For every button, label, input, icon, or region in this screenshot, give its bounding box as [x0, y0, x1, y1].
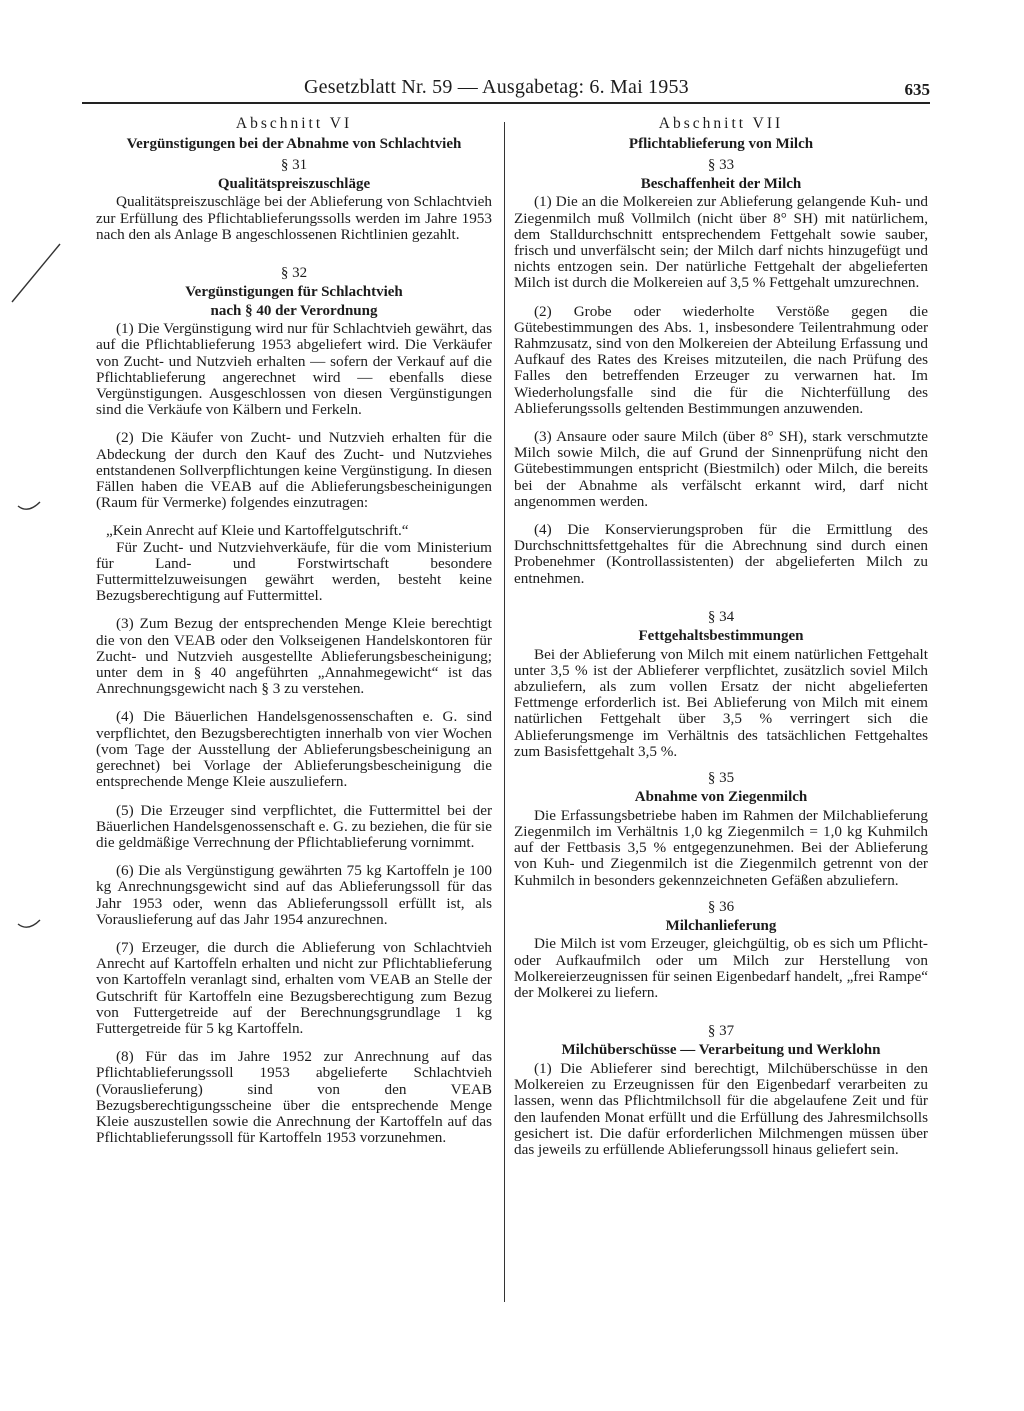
paragraph-title: Milchanlieferung [665, 917, 777, 934]
paragraph-title: Fettgehaltsbestimmungen [638, 628, 804, 645]
paragraph-text: (4) Die Konservierungsproben für die Ermittlung des Durchschnittsfettgehaltes für die Abrechnung sind durch einen Probenehmer (Kontrollassistenten) der abgelieferten Milch zu entnehmen. [514, 521, 928, 587]
paragraph-title: Milchüberschüsse — Verarbeitung und Werklohn [561, 1042, 881, 1059]
paragraph-title: Abnahme von Ziegenmilch [634, 789, 808, 806]
paragraph-number: § 37 [707, 1023, 735, 1040]
paragraph-number: § 36 [707, 898, 735, 915]
pencil-tick-mark [16, 498, 46, 518]
gazette-title: Gesetzblatt Nr. 59 — Ausgabetag: 6. Mai 1953 [304, 76, 689, 98]
page-header [82, 76, 930, 102]
paragraph-text: (8) Für das im Jahre 1952 zur Anrechnung auf das Pflichtablieferungssoll 1953 abgelieferte Schlachtvieh (Vorauslieferung) sind von den VEAB Bezugsberechtigungsscheine über die entsprechende Menge Kleie auszustellen sowie die Anrechnung der Kartoffeln auf das Pflichtablieferungssoll für Kartoffeln 1953 vorzunehmen. [96, 1048, 492, 1147]
paragraph-number: § 33 [707, 156, 735, 173]
paragraph-number: § 34 [707, 608, 735, 625]
column-divider [504, 122, 505, 1302]
paragraph-number: § 32 [280, 265, 308, 282]
section-title: Vergünstigungen bei der Abnahme von Schlachtvieh [126, 136, 462, 153]
header-rule [82, 102, 930, 104]
paragraph-title: Qualitätspreiszuschläge [217, 175, 371, 192]
paragraph-text: Qualitätspreiszuschläge bei der Ablieferung von Schlachtvieh zur Erfüllung des Pflichtablieferungssolls werden im Jahre 1953 nach den als Anlage B angeschlossenen Richtlinien gezahlt. [96, 193, 492, 243]
paragraph-text: (6) Die als Vergünstigung gewährten 75 kg Kartoffeln je 100 kg Anrechnungsgewicht sind auf das Ablieferungssoll für das Jahr 1953 oder, wenn das Ablieferungssoll erfüllt ist, als Vorauslieferung auf das Jahr 1954 anzurechnen. [96, 862, 492, 928]
paragraph-text: (1) Die Ablieferer sind berechtigt, Milchüberschüsse in den Molkereien zu Erzeugnissen für den Eigenbedarf verarbeiten zu lassen, wenn das Pflichtmilchsoll für die abgelaufene Zeit und für den laufenden Monat erfüllt und die Erfüllung des Jahresmilchsolls gesichert ist. Die dafür erforderlichen Milchmengen müssen über das jeweils zu erfüllende Ablieferungssoll hinaus geliefert sein. [514, 1059, 928, 1158]
pencil-stroke-mark [8, 238, 68, 308]
paragraph-text: (3) Ansaure oder saure Milch (über 8° SH), stark verschmutzte Milch sowie Milch, die auf Grund der Sinnenprüfung nicht den Gütebestimmungen entspricht (Biestmilch) oder Milch, die bereits bei der Abnahme als verfälscht erkannt wird, darf nicht angenommen werden. [514, 428, 928, 510]
paragraph-number: § 35 [707, 770, 735, 786]
paragraph-text: (3) Zum Bezug der entsprechenden Menge Kleie berechtigt die von den VEAB oder den Volkseigenen Handelskontoren für Zucht- und Nutzvieh ausgestellte Ablieferungsbescheinigung; unter dem in § 40 angeführten „Annahmegewicht“ ist das Anrechnungsgewicht nach § 3 zu verstehen. [96, 615, 492, 698]
paragraph-text: Die Milch ist vom Erzeuger, gleichgültig, ob es sich um Pflicht- oder Aufkaufmilch oder um Milch zur Herstellung von Molkereierzeugnissen für seinen Eigenbedarf handelt, „frei Rampe“ der Molkerei zu liefern. [514, 935, 928, 1002]
paragraph-text: (2) Die Käufer von Zucht- und Nutzvieh erhalten für die Abdeckung der durch den Kauf des Zucht- und Nutzviehes entstandenen Sollverpflichtungen keine Vergünstigung. In diesen Fällen haben die VEAB auf die Ablieferungsbescheinigungen (Raum für Vermerke) folgendes einzutragen: [96, 429, 492, 512]
paragraph-text: (4) Die Bäuerlichen Handelsgenossenschaften e. G. sind verpflichtet, den Bezugsberechtigten innerhalb von vier Wochen (vom Tage der Ausstellung der Ablieferungsbescheinigung an gerechnet) bei Vorlage der Ablieferungsbescheinigung die entsprechende Menge Kleie auszuliefern. [96, 708, 492, 791]
page-number: 635 [904, 80, 930, 99]
paragraph-text: (7) Erzeuger, die durch die Ablieferung von Schlachtvieh Anrecht auf Kartoffeln erhalten und nicht zur Pflichtablieferung von Kartoffeln veranlagt sind, erhalten vom VEAB an Stelle der Gutschrift für Kartoffeln eine Bezugsberechtigung zum Bezug von Futtergetreide auf der Berechnungsgrundlage 1 kg Futtergetreide für 5 kg Kartoffeln. [96, 938, 492, 1037]
left-column [96, 116, 492, 1146]
paragraph-title: Beschaffenheit der Milch [640, 175, 802, 192]
section-heading: Abschnitt VII [658, 115, 784, 132]
quoted-text: „Kein Anrecht auf Kleie und Kartoffelgutschrift.“ [106, 522, 409, 540]
paragraph-text: (1) Die an die Molkereien zur Ablieferung gelangende Kuh- und Ziegenmilch muß Vollmilch (nicht über 8° SH) mit natürlichem, dem Stalldurchschnitt entsprechendem Fettgehalt sowie sauber, frisch und unverfälscht sein; der Milch darf nichts hinzugefügt und nichts entzogen sein. Der natürliche Fettgehalt der abgelieferten Milch ist durch die Molkereien auf 3,5 % Fettgehalt umzurechnen. [514, 193, 928, 292]
paragraph-text: (2) Grobe oder wiederholte Verstöße gegen die Gütebestimmungen des Abs. 1, insbesondere Teilentrahmung oder Rahmzusatz, sind von den Molkereien der Abteilung Erfassung und Aufkauf des Rates des Kreises mitzuteilen, die nach Prüfung des Falles den betreffenden Erzeuger zu verwarnen hat. Im Wiederholungsfalle sind die für die Nichterfüllung des Ablieferungssolls geltenden Bestimmungen anzuwenden. [514, 302, 928, 417]
section-title: Pflichtablieferung von Milch [628, 136, 814, 153]
paragraph-text: (1) Die Vergünstigung wird nur für Schlachtvieh gewährt, das auf die Pflichtablieferung 1953 abgeliefert wird. Die Verkäufer von Zucht- und Nutzvieh erhalten — sofern der Verkauf auf die Pflichtablieferung angerechnet wird — ebenfalls diese Vergünstigungen. Ausgeschlossen von diesen Vergünstigungen sind die Verkäufe von Kälbern und Ferkeln. [96, 320, 492, 419]
right-column [514, 116, 928, 1158]
paragraph-text: (5) Die Erzeuger sind verpflichtet, die Futtermittel bei der Bäuerlichen Handelsgenossenschaft e. G. zu beziehen, die für sie die geldmäßige Verrechnung der Pflichtablieferung vornimmt. [96, 801, 492, 851]
paragraph-title: nach § 40 der Verordnung [210, 302, 378, 319]
paragraph-number: § 31 [280, 156, 308, 173]
paragraph-text: Bei der Ablieferung von Milch mit einem natürlichen Fettgehalt unter 3,5 % ist der Ablieferer verpflichtet, zusätzlich soviel Milch abzuliefern, als zum vollen Ersatz der nicht abgelieferten Fettmenge erforderlich ist. Bei Ablieferung von Milch mit einem natürlichen Fettgehalt über 3,5 % verringert sich die Ablieferungsmenge im Verhältnis des tatsächlichen Fettgehaltes zum Basisfettgehalt 3,5 %. [514, 645, 928, 760]
paragraph-text: Die Erfassungsbetriebe haben im Rahmen der Milchablieferung Ziegenmilch im Verhältnis 1,0 kg Ziegenmilch = 1,0 kg Kuhmilch auf der Fettbasis 3,5 % entgegenzunehmen. Bei der Ablieferung von Kuh- und Ziegenmilch ist die Ziegenmilch getrennt von der Kuhmilch in besonders gekennzeichneten Gefäßen abzuliefern. [514, 806, 928, 889]
paragraph-title: Vergünstigungen für Schlachtvieh [185, 284, 403, 301]
paragraph-text: Für Zucht- und Nutzviehverkäufe, für die vom Ministerium für Land- und Forstwirtschaft besondere Futtermittelzuweisungen gewährt werden, besteht keine Bezugsberechtigung auf Futtermittel. [96, 538, 492, 605]
pencil-tick-mark [16, 916, 46, 936]
section-heading: Abschnitt VI [235, 115, 353, 132]
